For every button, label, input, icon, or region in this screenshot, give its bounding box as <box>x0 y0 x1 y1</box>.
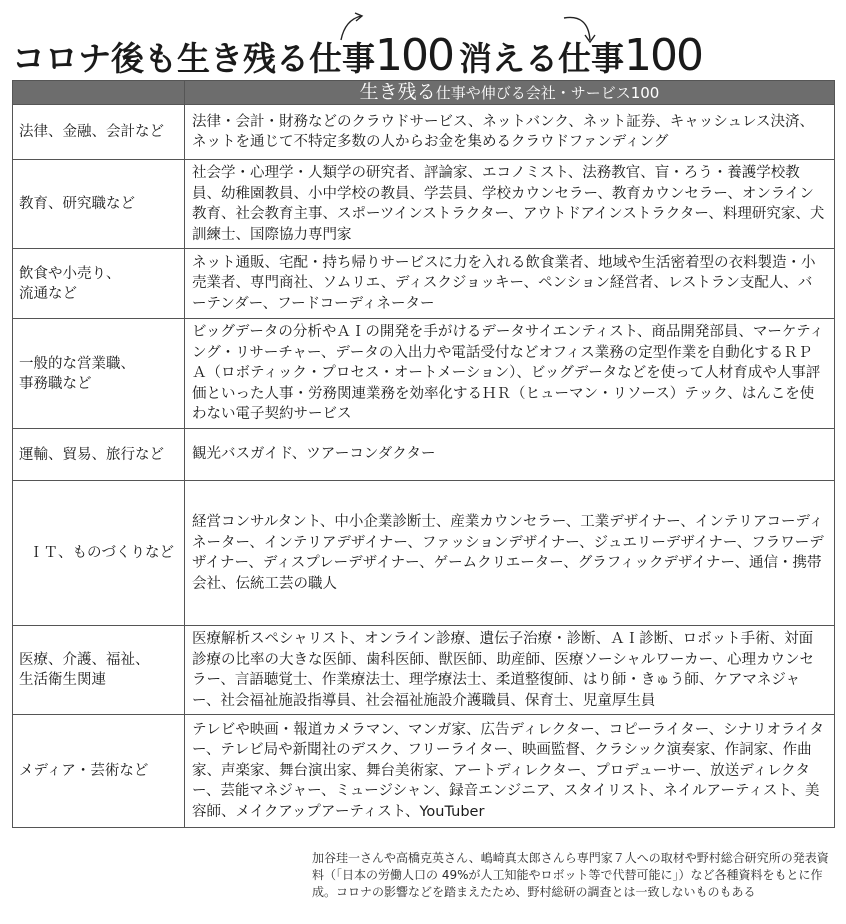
title-number-2: 100 <box>623 30 702 81</box>
row-description: ビッグデータの分析やＡＩの開発を手がけるデータサイエンティスト、商品開発部員、マーケティング・リサーチャー、データの入出力や電話受付などオフィス業務の定型作業を自動化するＲＰＡ（ロボティック・プロセス・オートメーション）、ビッグデータなどを使って人材育成や人事評価といった人事・労務関連業務を効率化するＨＲ（ヒューマン・リソース）テック、はんこを使わない電子契約サービス <box>185 319 835 429</box>
table-row <box>13 626 835 715</box>
row-description: 法律・会計・財務などのクラウドサービス、ネットバンク、ネット証券、キャッシュレス決済、ネットを通じて不特定多数の人からお金を集めるクラウドファンディング <box>185 105 835 160</box>
page-title <box>12 30 702 81</box>
table-header-row <box>13 81 835 105</box>
row-category-line: 一般的な営業職、 事務職など <box>19 355 135 392</box>
row-description: 医療解析スペシャリスト、オンライン診療、遺伝子治療・診断、ＡＩ診断、ロボット手術、対面診療の比率の大きな医師、歯科医師、獣医師、助産師、医療ソーシャルワーカー、心理カウンセラー、言語聴覚士、作業療法士、理学療法士、柔道整復師、はり師・きゅう師、ケアマネジャー、社会福祉施設指導員、社会福祉施設介護職員、保育士、児童厚生員 <box>185 626 835 715</box>
table-row <box>13 481 835 626</box>
row-category: 運輸、貿易、旅行など <box>13 429 185 481</box>
table-row <box>13 429 835 481</box>
table-row <box>13 105 835 160</box>
row-description: 経営コンサルタント、中小企業診断士、産業カウンセラー、工業デザイナー、インテリアコーディネーター、インテリアデザイナー、ファッションデザイナー、ジュエリーデザイナー、フラワーデザイナー、ディスプレーデザイナー、ゲームクリエーター、グラフィックデザイナー、通信・携帯会社、伝統工芸の職人 <box>185 481 835 626</box>
title-block <box>12 10 842 80</box>
row-description: 社会学・心理学・人類学の研究者、評論家、エコノミスト、法務教官、盲・ろう・養護学校教員、幼稚園教員、小中学校の教員、学芸員、学校カウンセラー、教育カウンセラー、オンライン教育、社会教育主事、スポーツインストラクター、アウトドアインストラクター、料理研究家、犬訓練士、国際協力専門家 <box>185 160 835 249</box>
title-number-1: 100 <box>375 30 453 81</box>
row-category: メディア・芸術など <box>13 715 185 828</box>
jobs-table <box>12 80 835 828</box>
row-description: テレビや映画・報道カメラマン、マンガ家、広告ディレクター、コピーライター、シナリオライター、テレビ局や新聞社のデスク、フリーライター、映画監督、クラシック演奏家、作詞家、作曲家、声楽家、舞台演出家、舞台美術家、アートディレクター、プロデューサー、放送ディレクター、芸能マネジャー、ミュージシャン、録音エンジニア、スタイリスト、ネイルアーティスト、美容師、メイクアップアーティスト、YouTuber <box>185 715 835 828</box>
header-blank-cell <box>13 81 185 105</box>
header-title-cell <box>185 81 835 105</box>
row-category-line: 飲食や小売り、 流通など <box>19 265 121 302</box>
row-description: ネット通販、宅配・持ち帰りサービスに力を入れる飲食業者、地域や生活密着型の衣料製造・小売業者、専門商社、ソムリエ、ディスクジョッキー、ペンション経営者、レストラン支配人、バーテンダー、フードコーディネーター <box>185 249 835 319</box>
row-category: ＩＴ、ものづくりなど <box>13 481 185 626</box>
table-row <box>13 249 835 319</box>
row-category-line: 医療、介護、福祉、 生活衛生関連 <box>19 652 150 688</box>
table-row <box>13 319 835 429</box>
source-footnote: 加谷珪一さんや高橋克英さん、嶋崎真太郎さんら専門家７人への取材や野村総合研究所の発表資料（「日本の労働人口の 49%が人工知能やロボット等で代替可能に」）など各種資料をもとに作成。コロナの影響などを踏まえたため、野村総研の調査とは一致しないものもある <box>312 851 829 899</box>
row-category <box>13 249 185 319</box>
row-category: 法律、金融、会計など <box>13 105 185 160</box>
row-description: 観光バスガイド、ツアーコンダクター <box>185 429 835 481</box>
row-category: 教育、研究職など <box>13 160 185 249</box>
title-part-survive: コロナ後も生き残る仕事 <box>12 39 375 78</box>
row-category <box>13 319 185 429</box>
title-part-vanish: 消える仕事 <box>458 39 624 78</box>
table-row <box>13 715 835 828</box>
header-title-rest: 仕事や伸びる会社・サービス100 <box>435 84 660 102</box>
row-category <box>13 626 185 715</box>
header-title-survive: 生き残る <box>359 81 436 103</box>
table-row <box>13 160 835 249</box>
